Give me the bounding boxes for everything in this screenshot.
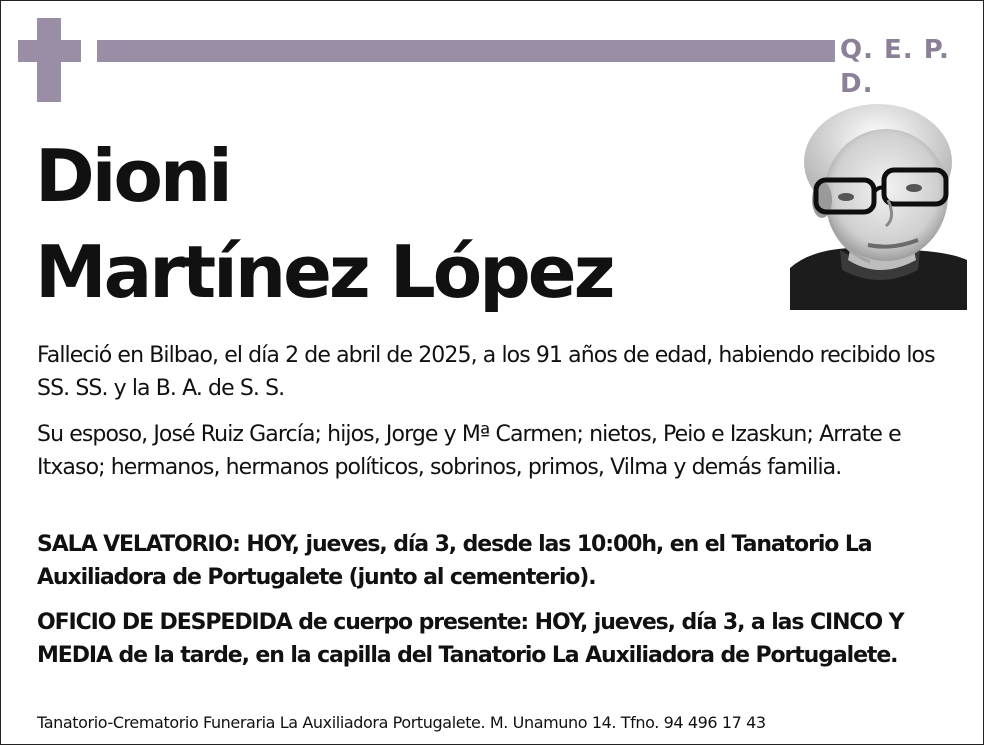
- portrait-photo: [790, 100, 967, 310]
- portrait-illustration: [790, 100, 967, 310]
- cross-horizontal-bar: [18, 40, 81, 62]
- qepd-label: Q. E. P. D.: [840, 35, 950, 99]
- header-rule: [97, 40, 835, 62]
- deceased-first-name: Dioni: [35, 134, 230, 218]
- family-paragraph: Su esposo, José Ruiz García; hijos, Jorge y Mª Carmen; nietos, Peio e Izaskun; Arrate e Itxaso; hermanos, hermanos políticos, sobrinos, primos, Vilma y demás familia.: [37, 422, 901, 480]
- deceased-surnames: Martínez López: [35, 230, 613, 314]
- farewell-paragraph: OFICIO DE DESPEDIDA de cuerpo presente: HOY, jueves, día 3, a las CINCO Y MEDIA de la tarde, en la capilla del Tanatorio La Auxiliadora de Portugalete.: [37, 610, 904, 668]
- wake-paragraph: SALA VELATORIO: HOY, jueves, día 3, desde las 10:00h, en el Tanatorio La Auxiliadora de Portugalete (junto al cementerio).: [37, 532, 872, 590]
- death-notice-paragraph: Falleció en Bilbao, el día 2 de abril de 2025, a los 91 años de edad, habiendo recibido los SS. SS. y la B. A. de S. S.: [37, 343, 935, 401]
- funeral-home-footer: Tanatorio-Crematorio Funeraria La Auxiliadora Portugalete. M. Unamuno 14. Tfno. 94 496 17 43: [37, 713, 766, 732]
